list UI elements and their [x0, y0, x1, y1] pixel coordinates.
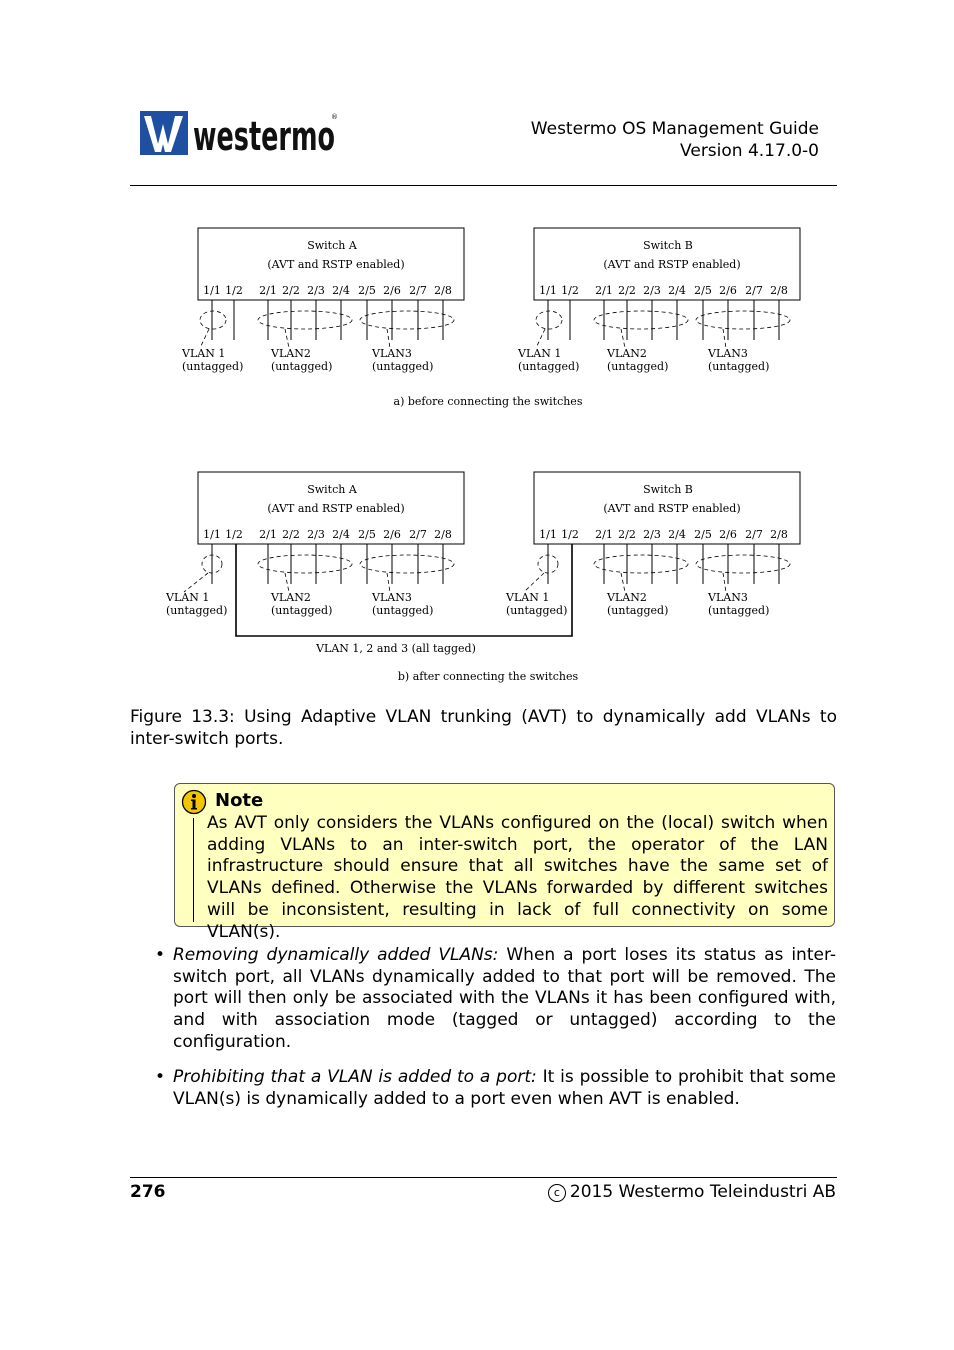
vlan-group	[594, 555, 688, 573]
vlan-name: VLAN3	[372, 347, 412, 360]
vlan-name: VLAN 1	[166, 591, 210, 604]
vlan-pointer	[184, 573, 208, 592]
info-icon	[181, 789, 207, 819]
vlan-group	[536, 311, 562, 329]
switch-mode: (AVT and RSTP enabled)	[267, 258, 405, 271]
port-label: 1/2	[561, 528, 579, 541]
vlan-pointer	[723, 573, 726, 592]
port-label: 2/1	[259, 284, 277, 297]
port-label: 2/7	[745, 528, 763, 541]
list-item-text: It is possible to prohibit that some VLAN(s) is dynamically added to a port even when AVT is enabled.	[173, 1067, 836, 1109]
guide-version: Version 4.17.0-0	[680, 141, 819, 161]
copyright-text: 2015 Westermo Teleindustri AB	[569, 1182, 836, 1202]
port-label: 2/4	[332, 528, 350, 541]
guide-title: Westermo OS Management Guide	[530, 119, 819, 139]
trunk-link	[236, 544, 572, 636]
vlan-name: VLAN 1	[182, 347, 226, 360]
port-label: 2/3	[307, 284, 325, 297]
port-label: 2/4	[668, 528, 686, 541]
subfigure-caption: b) after connecting the switches	[397, 670, 579, 683]
vlan-group	[696, 555, 790, 573]
vlan-group	[360, 555, 454, 573]
vlan-group	[360, 311, 454, 329]
subfigure-caption: a) before connecting the switches	[393, 395, 583, 408]
vlan-name: VLAN3	[372, 591, 412, 604]
vlan-pointer	[621, 329, 625, 348]
list-item-lead: Removing dynamically added VLANs:	[173, 945, 499, 965]
vlan-name: VLAN2	[271, 591, 311, 604]
vlan-group	[258, 555, 352, 573]
port-label: 1/1	[539, 284, 557, 297]
vlan-mode: (untagged)	[271, 604, 333, 617]
figure-caption: Figure 13.3: Using Adaptive VLAN trunking (AVT) to dynamically add VLANs to inter-switch ports.	[130, 707, 837, 749]
port-label: 2/6	[719, 528, 737, 541]
port-label: 2/1	[595, 528, 613, 541]
port-label: 2/8	[434, 284, 452, 297]
vlan-mode: (untagged)	[182, 360, 244, 373]
switch-name: Switch B	[643, 483, 693, 496]
port-label: 2/5	[358, 528, 376, 541]
trunk-label: VLAN 1, 2 and 3 (all tagged)	[316, 642, 476, 655]
port-label: 2/7	[745, 284, 763, 297]
switch-name: Switch A	[307, 483, 357, 496]
vlan-mode: (untagged)	[518, 360, 580, 373]
vlan-mode: (untagged)	[607, 360, 669, 373]
port-label: 2/1	[595, 284, 613, 297]
vlan-group	[594, 311, 688, 329]
port-label: 2/3	[643, 284, 661, 297]
vlan-name: VLAN2	[271, 347, 311, 360]
switch-mode: (AVT and RSTP enabled)	[267, 502, 405, 515]
list-item	[173, 1067, 836, 1110]
vlan-group	[696, 311, 790, 329]
switch-name: Switch B	[643, 239, 693, 252]
port-label: 2/5	[694, 284, 712, 297]
copyright	[548, 1182, 836, 1202]
port-label: 2/6	[383, 528, 401, 541]
list-item-text: When a port loses its status as inter-switch port, all VLANs dynamically added to that port will be removed. The port will then only be associated with the VLANs it has been configured with, and with association mode (tagged or untagged) according to the configuration.	[173, 945, 836, 1052]
copyright-symbol: c	[548, 1184, 566, 1202]
vlan-group	[200, 311, 226, 329]
port-label: 2/2	[282, 528, 300, 541]
vlan-name: VLAN2	[607, 347, 647, 360]
note-text: As AVT only considers the VLANs configured on the (local) switch when adding VLANs to an inter-switch port, the operator of the LAN infrastructure should ensure that all switches have the same set of VLANs defined. Otherwise the VLANs forwarded by different switches will be inconsistent, resulting in lack of full connectivity on some VLAN(s).	[207, 813, 828, 942]
vlan-name: VLAN 1	[506, 591, 550, 604]
note-bar	[193, 818, 194, 922]
port-label: 2/4	[332, 284, 350, 297]
vlan-pointer	[387, 329, 390, 348]
port-label: 1/1	[203, 284, 221, 297]
list-item-lead: Prohibiting that a VLAN is added to a port:	[173, 1067, 537, 1087]
port-label: 2/4	[668, 284, 686, 297]
vlan-pointer	[723, 329, 726, 348]
port-label: 2/3	[307, 528, 325, 541]
footer-divider	[130, 1177, 837, 1178]
vlan-mode: (untagged)	[372, 360, 434, 373]
switch-mode: (AVT and RSTP enabled)	[603, 258, 741, 271]
port-label: 2/3	[643, 528, 661, 541]
port-label: 2/1	[259, 528, 277, 541]
logo-wordmark: westermo	[193, 114, 335, 158]
bullet-marker: •	[155, 945, 166, 965]
port-label: 1/1	[539, 528, 557, 541]
port-label: 2/5	[358, 284, 376, 297]
port-label: 2/2	[618, 284, 636, 297]
port-label: 2/5	[694, 528, 712, 541]
vlan-pointer	[536, 329, 545, 348]
svg-text:®: ®	[331, 113, 338, 121]
port-label: 2/2	[618, 528, 636, 541]
port-label: 2/2	[282, 284, 300, 297]
vlan-mode: (untagged)	[708, 604, 770, 617]
port-label: 1/1	[203, 528, 221, 541]
vlan-pointer	[285, 573, 289, 592]
list-item	[173, 945, 836, 1054]
vlan-mode: (untagged)	[372, 604, 434, 617]
vlan-group	[258, 311, 352, 329]
vlan-name: VLAN2	[607, 591, 647, 604]
vlan-name: VLAN3	[708, 591, 748, 604]
vlan-pointer	[285, 329, 289, 348]
vlan-mode: (untagged)	[271, 360, 333, 373]
port-label: 2/8	[770, 284, 788, 297]
bullet-marker: •	[155, 1067, 166, 1087]
switch-name: Switch A	[307, 239, 357, 252]
vlan-pointer	[387, 573, 390, 592]
vlan-mode: (untagged)	[166, 604, 228, 617]
port-label: 2/7	[409, 284, 427, 297]
vlan-mode: (untagged)	[708, 360, 770, 373]
port-label: 2/8	[770, 528, 788, 541]
note-title: Note	[215, 790, 264, 811]
vlan-pointer	[621, 573, 625, 592]
port-label: 2/6	[719, 284, 737, 297]
port-label: 2/6	[383, 284, 401, 297]
switch-mode: (AVT and RSTP enabled)	[603, 502, 741, 515]
vlan-name: VLAN 1	[518, 347, 562, 360]
vlan-pointer	[524, 573, 544, 592]
port-label: 2/7	[409, 528, 427, 541]
vlan-pointer	[200, 329, 209, 348]
page-number: 276	[130, 1182, 166, 1202]
vlan-mode: (untagged)	[506, 604, 568, 617]
port-label: 1/2	[561, 284, 579, 297]
port-label: 1/2	[225, 284, 243, 297]
port-label: 1/2	[225, 528, 243, 541]
port-label: 2/8	[434, 528, 452, 541]
vlan-mode: (untagged)	[607, 604, 669, 617]
vlan-name: VLAN3	[708, 347, 748, 360]
